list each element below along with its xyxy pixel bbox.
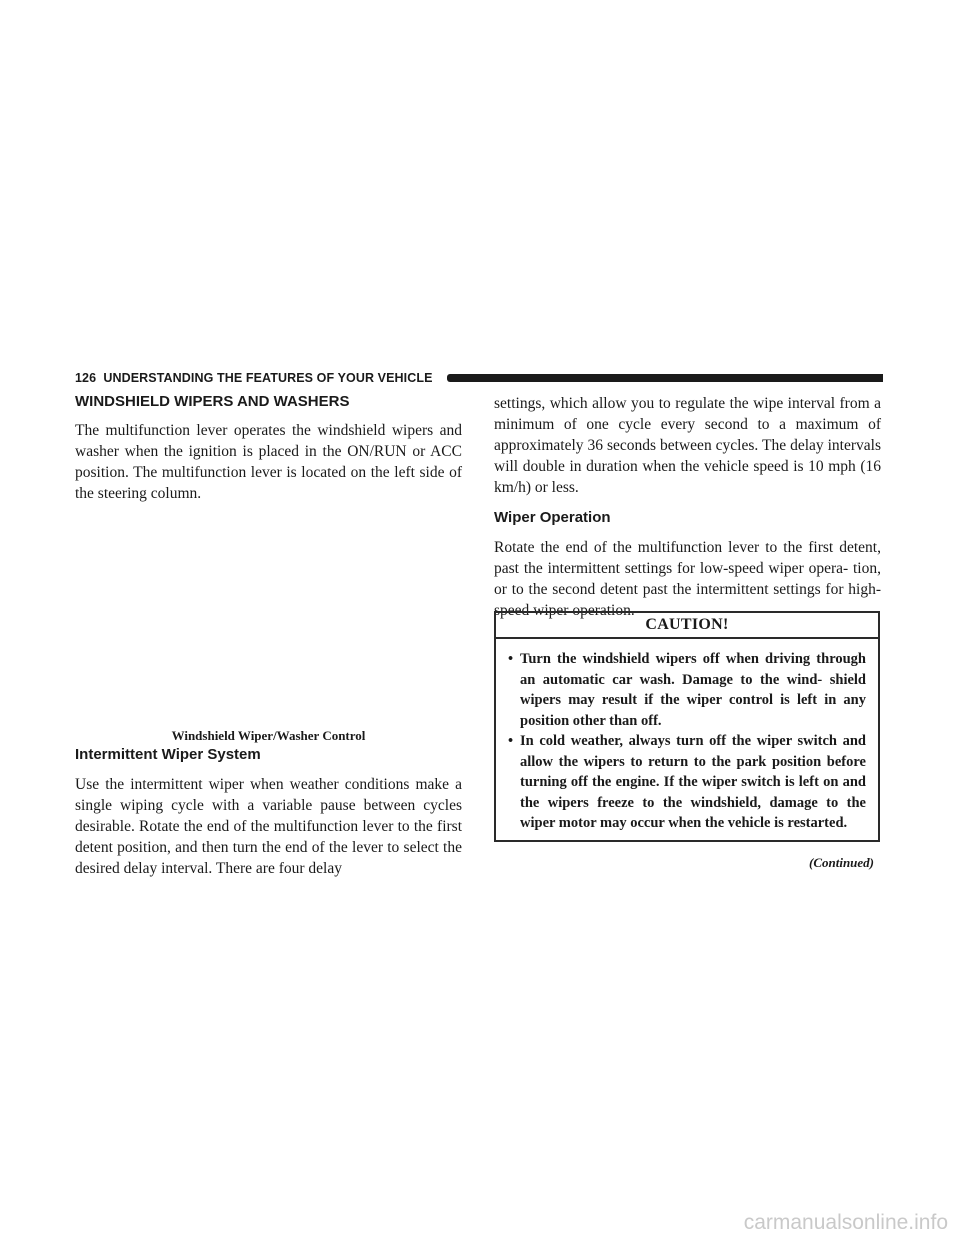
running-head [75,370,883,386]
page-number: 126 [75,371,97,385]
bullet-icon: • [508,651,514,667]
caution-item [508,731,866,834]
wiper-operation-paragraph: Rotate the end of the multifunction lever to the first detent, past the intermittent settings for low-speed wiper opera- tion, or to the second detent past the intermittent settings for high-speed wiper operation. [494,539,881,619]
continued-paragraph: settings, which allow you to regulate the wipe interval from a minimum of one cycle every second to a maximum of approximately 36 seconds between cycles. The delay intervals will double in duration when the vehicle speed is 10 mph (16 km/h) or less. [494,395,881,496]
intro-paragraph: The multifunction lever operates the windshield wipers and washer when the ignition is placed in the ON/RUN or ACC position. The multifunction lever is located on the left side of the steering column. [75,422,462,502]
caution-item [508,649,866,731]
watermark-text: carmanualsonline.info [743,1211,948,1234]
watermark [0,1210,960,1236]
left-column [75,393,462,504]
bullet-icon: • [508,733,514,749]
caution-box [494,611,880,842]
continued-label: (Continued) [808,855,874,870]
right-column [494,393,881,621]
section-title: WINDSHIELD WIPERS AND WASHERS [75,393,350,410]
figure-placeholder [75,505,462,727]
wiper-operation-heading: Wiper Operation [494,509,611,526]
running-head-rule [447,374,883,382]
caution-item-text: In cold weather, always turn off the wiper switch and allow the wipers to return to the park position before turning off the engine. If the wiper switch is left on and the wipers freeze to the windshield, damage to the wiper motor may occur when the vehicle is restarted. [520,733,866,831]
chapter-title: UNDERSTANDING THE FEATURES OF YOUR VEHICLE [103,371,433,385]
caution-list [496,639,878,834]
intermittent-heading: Intermittent Wiper System [75,746,261,763]
intermittent-block [75,746,462,879]
intermittent-paragraph: Use the intermittent wiper when weather conditions make a single wiping cycle with a variable pause between cycles desirable. Rotate the end of the multifunction lever to the first detent position, and then turn the end of the lever to select the desired delay interval. There are four delay [75,776,462,877]
caution-title: CAUTION! [496,613,878,639]
running-head-text [75,370,433,386]
caution-item-text: Turn the windshield wipers off when driving through an automatic car wash. Damage to the wind- shield wipers may result if the wiper control is left in any position other than off. [520,651,866,729]
figure-caption: Windshield Wiper/Washer Control [171,728,366,743]
